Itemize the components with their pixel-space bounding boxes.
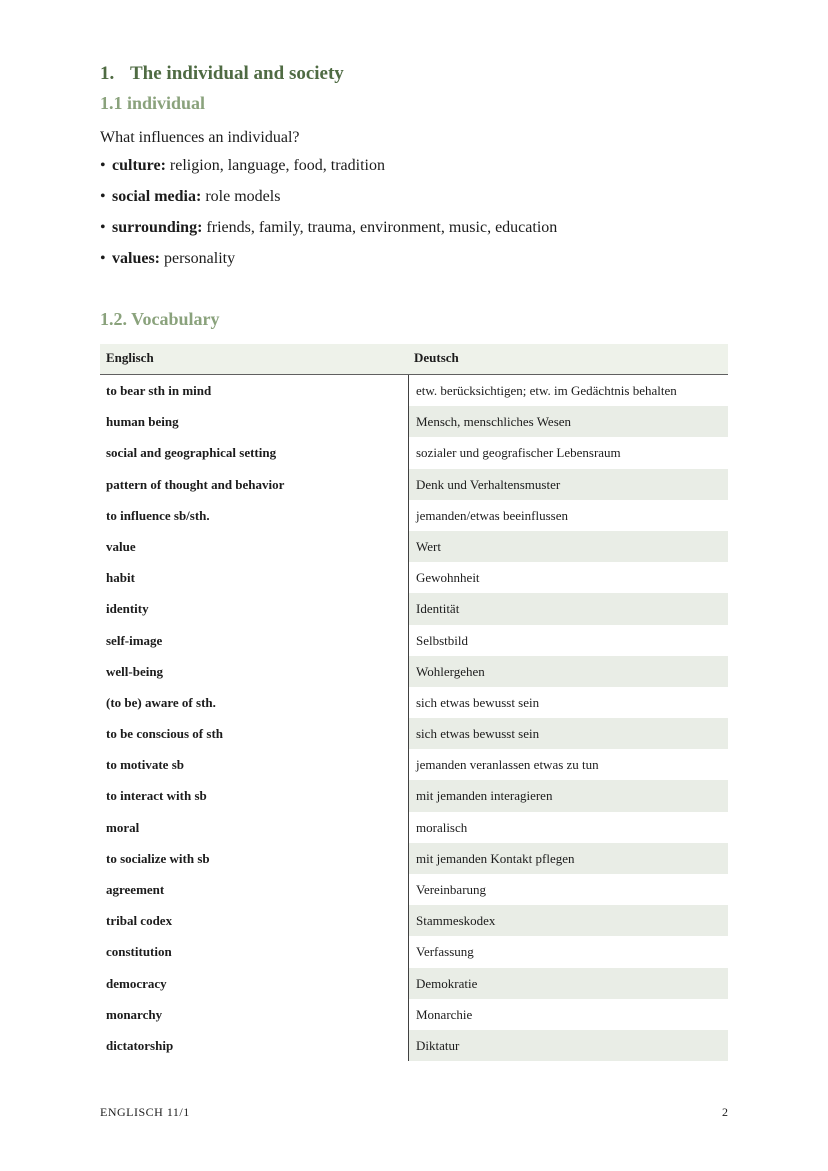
bullet-icon: •: [100, 219, 106, 236]
table-header: [100, 344, 728, 375]
intro-question: What influences an individual?: [100, 129, 300, 146]
table-row: [100, 437, 728, 468]
section-number: 1.: [100, 63, 115, 84]
cell-german: Demokratie: [408, 968, 728, 999]
table-body: [100, 375, 728, 1061]
cell-english: constitution: [106, 944, 172, 960]
cell-english: to interact with sb: [106, 788, 207, 804]
cell-english: to socialize with sb: [106, 850, 210, 866]
table-row: [100, 780, 728, 811]
cell-english: monarchy: [106, 1006, 163, 1022]
table-row: [100, 968, 728, 999]
influence-list: [100, 157, 557, 281]
subsection-heading-individual: 1.1 individual: [100, 93, 206, 113]
cell-english: social and geographical setting: [106, 445, 277, 461]
cell-german: mit jemanden Kontakt pflegen: [408, 843, 728, 874]
table-row: [100, 936, 728, 967]
cell-german: Vereinbarung: [408, 874, 728, 905]
table-row: [100, 687, 728, 718]
vocabulary-table: [100, 344, 728, 1061]
cell-english: to bear sth in mind: [106, 383, 212, 398]
bullet-icon: •: [100, 250, 106, 267]
bullet-icon: •: [100, 188, 106, 205]
cell-english: to influence sb/sth.: [106, 507, 210, 523]
table-row: [100, 406, 728, 437]
section-heading: [100, 63, 344, 85]
cell-german: sozialer und geografischer Lebensraum: [408, 437, 728, 468]
list-item-term: social media:: [112, 188, 202, 205]
cell-english: well-being: [106, 663, 164, 679]
list-item-text: religion, language, food, tradition: [165, 157, 385, 174]
table-row: [100, 718, 728, 749]
cell-english: value: [106, 538, 136, 554]
table-row: [100, 469, 728, 500]
header-deutsch: Deutsch: [414, 350, 459, 365]
cell-german: sich etwas bewusst sein: [408, 718, 728, 749]
cell-english: dictatorship: [106, 1037, 174, 1053]
cell-english: democracy: [106, 975, 167, 991]
list-item: [100, 157, 557, 188]
list-item-term: surrounding:: [112, 219, 203, 236]
table-row: [100, 874, 728, 905]
header-englisch: Englisch: [106, 350, 154, 365]
table-row: [100, 843, 728, 874]
cell-english: (to be) aware of sth.: [106, 694, 216, 710]
cell-german: Stammeskodex: [408, 905, 728, 936]
cell-english: identity: [106, 601, 149, 617]
list-item-term: culture:: [112, 157, 166, 174]
list-item-term: values:: [112, 250, 160, 267]
footer-subject: ENGLISCH 11/1: [100, 1105, 190, 1119]
cell-german: etw. berücksichtigen; etw. im Gedächtnis behalten: [408, 375, 728, 406]
table-row: [100, 500, 728, 531]
cell-english: pattern of thought and behavior: [106, 476, 285, 492]
cell-german: Wert: [408, 531, 728, 562]
cell-german: Wohlergehen: [408, 656, 728, 687]
cell-german: Monarchie: [408, 999, 728, 1030]
list-item: [100, 219, 557, 250]
cell-german: moralisch: [408, 812, 728, 843]
cell-english: to motivate sb: [106, 757, 184, 773]
cell-german: sich etwas bewusst sein: [408, 687, 728, 718]
cell-german: Verfassung: [408, 936, 728, 967]
table-row: [100, 656, 728, 687]
list-item: [100, 250, 557, 281]
cell-german: Identität: [408, 593, 728, 624]
subsection-heading-vocabulary: 1.2. Vocabulary: [100, 309, 220, 329]
cell-english: self-image: [106, 632, 163, 648]
table-row: [100, 749, 728, 780]
table-row: [100, 562, 728, 593]
list-item-text: personality: [160, 250, 236, 267]
cell-german: jemanden veranlassen etwas zu tun: [408, 749, 728, 780]
list-item: [100, 188, 557, 219]
cell-german: jemanden/etwas beeinflussen: [408, 500, 728, 531]
table-row: [100, 625, 728, 656]
cell-english: moral: [106, 819, 140, 835]
cell-german: mit jemanden interagieren: [408, 780, 728, 811]
cell-english: human being: [106, 414, 179, 430]
cell-german: Mensch, menschliches Wesen: [408, 406, 728, 437]
table-row: [100, 905, 728, 936]
table-row: [100, 531, 728, 562]
cell-english: agreement: [106, 882, 165, 897]
cell-english: to be conscious of sth: [106, 726, 224, 742]
table-row: [100, 812, 728, 843]
cell-german: Gewohnheit: [408, 562, 728, 593]
page-number: 2: [722, 1105, 728, 1119]
table-row: [100, 999, 728, 1030]
table-row: [100, 375, 728, 406]
cell-german: Denk und Verhaltensmuster: [408, 469, 728, 500]
list-item-text: friends, family, trauma, environment, music, education: [202, 219, 558, 236]
section-title: The individual and society: [130, 63, 344, 84]
cell-german: Selbstbild: [408, 625, 728, 656]
bullet-icon: •: [100, 157, 106, 174]
list-item-text: role models: [201, 188, 281, 205]
cell-english: tribal codex: [106, 913, 173, 929]
cell-german: Diktatur: [408, 1030, 728, 1061]
cell-english: habit: [106, 570, 135, 586]
table-row: [100, 593, 728, 624]
table-row: [100, 1030, 728, 1061]
